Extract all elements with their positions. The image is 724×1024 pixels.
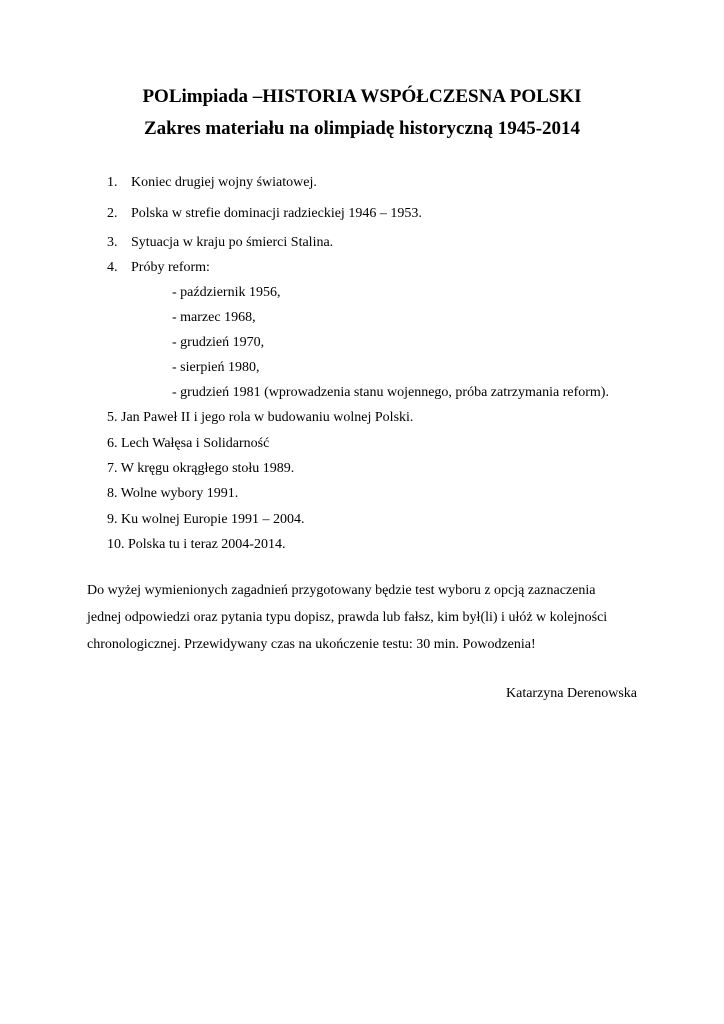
- topic-number: 2.: [107, 206, 118, 221]
- document-title: POLimpiada –HISTORIA WSPÓŁCZESNA POLSKI: [142, 86, 582, 107]
- topic-text: Polska w strefie dominacji radzieckiej 1946 – 1953.: [131, 206, 422, 221]
- description-line: chronologicznej. Przewidywany czas na ukończenie testu: 30 min. Powodzenia!: [87, 637, 536, 652]
- topic-item: 9. Ku wolnej Europie 1991 – 2004.: [107, 512, 305, 527]
- topic-number: 4.: [107, 260, 118, 275]
- topic-item: 5. Jan Paweł II i jego rola w budowaniu wolnej Polski.: [107, 410, 414, 425]
- topic-text: Sytuacja w kraju po śmierci Stalina.: [131, 235, 334, 250]
- topic-number: 1.: [107, 175, 118, 190]
- topic-text: Koniec drugiej wojny światowej.: [131, 175, 317, 190]
- reform-item: - sierpień 1980,: [172, 360, 260, 375]
- reform-item: - marzec 1968,: [172, 310, 256, 325]
- topic-item: 10. Polska tu i teraz 2004-2014.: [107, 537, 286, 552]
- description-line: Do wyżej wymienionych zagadnień przygotowany będzie test wyboru z opcją zaznaczenia: [87, 583, 596, 598]
- topic-item: [107, 259, 210, 277]
- topic-item: 8. Wolne wybory 1991.: [107, 486, 239, 501]
- topic-item: [107, 205, 422, 223]
- topic-number: 3.: [107, 235, 118, 250]
- topic-text: Próby reform:: [131, 260, 210, 275]
- topic-item: 6. Lech Wałęsa i Solidarność: [107, 436, 270, 451]
- topic-item: 7. W kręgu okrągłego stołu 1989.: [107, 461, 295, 476]
- reform-item: - grudzień 1981 (wprowadzenia stanu wojennego, próba zatrzymania reform).: [172, 385, 609, 400]
- topic-item: [107, 174, 317, 192]
- description-line: jednej odpowiedzi oraz pytania typu dopisz, prawda lub fałsz, kim był(li) i ułóż w kolejności: [87, 610, 608, 625]
- reform-item: - październik 1956,: [172, 285, 281, 300]
- topic-item: [107, 234, 333, 252]
- reform-item: - grudzień 1970,: [172, 335, 265, 350]
- document-subtitle: Zakres materiału na olimpiadę historyczną 1945-2014: [143, 118, 581, 139]
- author-signature: Katarzyna Derenowska: [506, 686, 637, 701]
